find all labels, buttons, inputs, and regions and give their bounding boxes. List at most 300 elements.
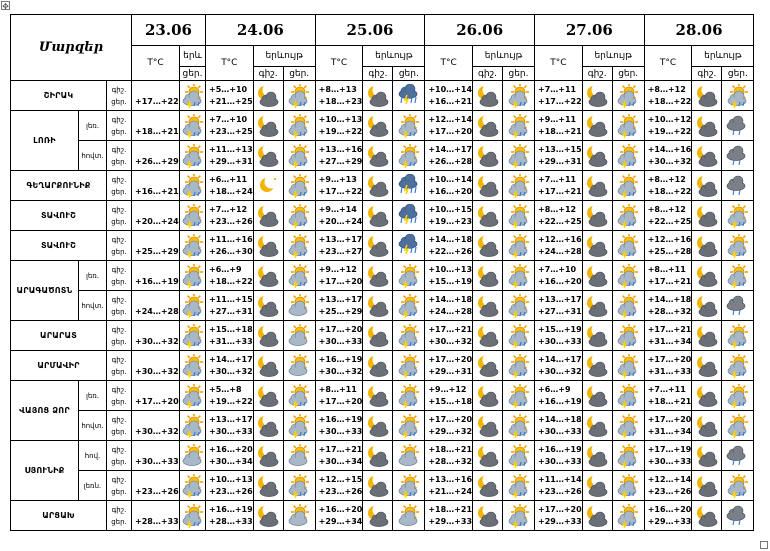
temperature-cell (425, 351, 473, 381)
night-temp: +6…+9 (538, 384, 571, 394)
sun-thunderstorm-icon (287, 144, 311, 168)
day-temp: +29…+33 (647, 516, 692, 526)
day-temp: +27…+31 (209, 306, 253, 316)
day-temp: +30…+34 (318, 456, 363, 466)
temperature-cell (425, 231, 473, 261)
day-temp: +16…+19 (135, 276, 179, 286)
moon-cloud-icon (256, 324, 280, 348)
sun-thunderstorm-icon (397, 264, 421, 288)
moon-cloud-icon (476, 444, 500, 468)
cloud-icon (726, 294, 750, 318)
moon-cloud-icon (695, 174, 719, 198)
temperature-cell (535, 441, 583, 471)
day-temp: +18…+24 (209, 186, 253, 196)
moon-cloud-icon (476, 384, 500, 408)
moon-cloud-icon (366, 84, 390, 108)
night-temp: +9…+12 (428, 384, 467, 394)
night-temp: +12…+14 (647, 474, 692, 484)
night-temp: +16…+20 (318, 504, 363, 514)
weather-icon-cell (473, 201, 503, 231)
temperature-cell (644, 321, 692, 351)
weather-icon-cell (582, 141, 612, 171)
phenomenon-header: երևույթ (582, 46, 644, 67)
temperature-cell (425, 261, 473, 291)
temperature-cell (644, 381, 692, 411)
moon-cloud-icon (256, 504, 280, 528)
day-temp: +30…+34 (209, 456, 253, 466)
temperature-cell (315, 351, 363, 381)
weather-icon-cell (393, 441, 425, 471)
sun-thunderstorm-icon (507, 474, 531, 498)
temperature-cell (315, 381, 363, 411)
temperature-cell (535, 321, 583, 351)
night-label: գիշ. (111, 205, 127, 214)
temperature-cell (206, 351, 254, 381)
day-temp: +30…+32 (538, 366, 582, 376)
sun-thunderstorm-icon (726, 414, 750, 438)
temperature-cell (315, 441, 363, 471)
sun-thunderstorm-icon (726, 474, 750, 498)
table-row (11, 351, 754, 381)
weather-icon-cell (503, 381, 535, 411)
night-day-label (107, 111, 132, 141)
weather-icon-cell (582, 81, 612, 111)
weather-icon-cell (722, 321, 754, 351)
night-temp: +13…+17 (318, 294, 363, 304)
day-temp: +23…+26 (209, 216, 253, 226)
weather-icon-cell (363, 501, 393, 531)
night-label: գիշ. (111, 505, 127, 514)
night-day-label (107, 81, 132, 111)
weather-icon-cell (503, 81, 535, 111)
sun-thunderstorm-icon (397, 324, 421, 348)
sun-cloud-icon (397, 444, 421, 468)
day-temp: +18…+22 (647, 186, 692, 196)
sun-cloud-icon (287, 354, 311, 378)
table-row (11, 321, 754, 351)
day-temp: +21…+25 (209, 96, 253, 106)
day-label: ցեր. (111, 367, 127, 376)
day-temp: +27…+29 (318, 156, 363, 166)
temperature-cell (315, 171, 363, 201)
day-subheader: ցեր. (283, 67, 315, 81)
night-temp: +13…+16 (318, 144, 363, 154)
temperature-cell (132, 231, 180, 261)
sun-thunderstorm-icon (726, 234, 750, 258)
cloud-icon (726, 444, 750, 468)
moon-cloud-icon (256, 114, 280, 138)
night-temp: +16…+19 (538, 444, 582, 454)
day-temp: +30…+33 (647, 456, 692, 466)
table-row (11, 141, 754, 171)
day-temp: +19…+22 (318, 126, 363, 136)
weather-icon-cell (612, 171, 644, 201)
day-temp: +30…+32 (647, 156, 692, 166)
temperature-cell (206, 441, 254, 471)
moon-cloud-icon (256, 234, 280, 258)
weather-icon-cell (253, 471, 283, 501)
weather-icon-cell (393, 501, 425, 531)
night-day-label (107, 201, 132, 231)
table-row (11, 171, 754, 201)
day-temp: +17…+22 (135, 96, 179, 106)
temperature-cell (535, 171, 583, 201)
night-temp: +7…+11 (538, 84, 577, 94)
sun-thunderstorm-icon (616, 264, 640, 288)
day-temp: +23…+26 (538, 486, 582, 496)
day-temp: +17…+20 (318, 396, 363, 406)
weather-icon-cell (283, 321, 315, 351)
temperature-cell (132, 261, 180, 291)
day-temp: +17…+20 (318, 276, 363, 286)
weather-icon-cell (253, 261, 283, 291)
weather-icon-cell (473, 351, 503, 381)
weather-icon-cell (363, 381, 393, 411)
sun-thunderstorm-icon (616, 414, 640, 438)
day-temp: +16…+20 (538, 276, 582, 286)
weather-icon-cell (363, 171, 393, 201)
night-temp: +11…+15 (209, 294, 253, 304)
day-temp: +23…+25 (209, 126, 253, 136)
day-temp: +15…+19 (428, 276, 473, 286)
weather-icon-cell (582, 381, 612, 411)
moon-cloud-icon (366, 174, 390, 198)
sun-thunderstorm-icon (507, 294, 531, 318)
temperature-cell (535, 501, 583, 531)
day-temp: +17…+22 (318, 186, 363, 196)
sun-thunderstorm-icon (397, 294, 421, 318)
weather-icon-cell (283, 261, 315, 291)
sun-thunderstorm-icon (616, 114, 640, 138)
night-temp: +16…+19 (209, 504, 253, 514)
night-day-label (107, 441, 132, 471)
day-label: ցեր. (111, 457, 127, 466)
temperature-cell (644, 411, 692, 441)
day-temp: +18…+22 (647, 96, 692, 106)
temperature-cell (206, 81, 254, 111)
moon-cloud-icon (476, 324, 500, 348)
weather-icon-cell (612, 291, 644, 321)
temperature-cell (644, 141, 692, 171)
weather-icon-cell (722, 81, 754, 111)
temperature-cell (315, 141, 363, 171)
night-temp: +8…+11 (647, 264, 686, 274)
sun-thunderstorm-icon (507, 84, 531, 108)
day-label: ցեր. (111, 277, 127, 286)
day-subheader: ցեր. (722, 67, 754, 81)
temperature-cell (535, 381, 583, 411)
day-temp: +31…+33 (209, 336, 253, 346)
day-label: ցեր. (111, 397, 127, 406)
day-temp: +30…+33 (538, 456, 582, 466)
day-temp: +30…+32 (135, 426, 179, 436)
cloud-icon (726, 144, 750, 168)
day-temp: +22…+25 (647, 216, 692, 226)
night-label: գիշ. (111, 355, 127, 364)
temperature-cell (644, 471, 692, 501)
moon-cloud-icon (256, 294, 280, 318)
night-temp: +17…+20 (428, 354, 473, 364)
night-temp: +10…+13 (428, 264, 473, 274)
sun-cloud-icon (287, 294, 311, 318)
weather-icon-cell (612, 141, 644, 171)
temperature-cell (425, 321, 473, 351)
moon-cloud-icon (695, 204, 719, 228)
temperature-cell (425, 111, 473, 141)
moon-cloud-icon (366, 354, 390, 378)
table-row (11, 441, 754, 471)
sun-thunderstorm-icon (616, 504, 640, 528)
sun-thunderstorm-icon (616, 324, 640, 348)
sun-thunderstorm-icon (507, 384, 531, 408)
temperature-cell (644, 231, 692, 261)
moon-cloud-icon (366, 414, 390, 438)
sun-thunderstorm-icon (181, 264, 205, 288)
weather-icon-cell (722, 141, 754, 171)
night-temp: +7…+12 (209, 204, 248, 214)
moon-cloud-icon (695, 354, 719, 378)
night-label: գիշ. (111, 85, 127, 94)
sun-thunderstorm-icon (181, 234, 205, 258)
date-header: 25.06 (315, 15, 425, 46)
table-row (11, 81, 754, 111)
sun-thunderstorm-icon (507, 144, 531, 168)
weather-icon-cell (692, 231, 722, 261)
weather-icon-cell (283, 381, 315, 411)
temperature-cell (206, 321, 254, 351)
weather-icon-cell (473, 171, 503, 201)
night-day-label (107, 261, 132, 291)
sun-thunderstorm-icon (726, 384, 750, 408)
day-temp: +30…+32 (318, 366, 363, 376)
temperature-cell (644, 261, 692, 291)
weather-icon-cell (722, 201, 754, 231)
moon-cloud-icon (695, 384, 719, 408)
night-day-label (107, 351, 132, 381)
sun-thunderstorm-icon (181, 114, 205, 138)
moon-cloud-icon (585, 324, 609, 348)
night-temp: +16…+19 (318, 414, 363, 424)
date-header: 24.06 (206, 15, 316, 46)
sun-thunderstorm-icon (397, 414, 421, 438)
region-name: ԱՐԱԳԱԾՈՏՆ (11, 261, 79, 321)
day-subheader: ցեր. (180, 67, 206, 81)
weather-icon-cell (180, 231, 206, 261)
table-move-handle[interactable]: ✥ (2, 2, 9, 11)
moon-cloud-icon (695, 84, 719, 108)
weather-icon-cell (363, 291, 393, 321)
weather-icon-cell (722, 411, 754, 441)
weather-icon-cell (612, 381, 644, 411)
weather-icon-cell (582, 261, 612, 291)
moon-cloud-icon (585, 84, 609, 108)
weather-icon-cell (503, 321, 535, 351)
weather-icon-cell (253, 81, 283, 111)
moon-cloud-icon (695, 234, 719, 258)
night-temp: +15…+19 (538, 324, 582, 334)
night-temp: +17…+20 (318, 324, 363, 334)
weather-icon-cell (722, 171, 754, 201)
night-temp: +10…+14 (428, 84, 473, 94)
moon-cloud-icon (476, 114, 500, 138)
weather-icon-cell (722, 231, 754, 261)
sun-thunderstorm-icon (287, 474, 311, 498)
weather-icon-cell (363, 471, 393, 501)
night-temp: +7…+10 (209, 114, 248, 124)
night-temp: +6…+9 (209, 264, 242, 274)
rain-storm-icon (397, 234, 421, 258)
night-temp: +16…+20 (647, 504, 692, 514)
moon-cloud-icon (695, 114, 719, 138)
temperature-cell (206, 141, 254, 171)
weather-icon-cell (363, 111, 393, 141)
temperature-cell (206, 501, 254, 531)
moon-cloud-icon (366, 474, 390, 498)
moon-cloud-icon (476, 234, 500, 258)
weather-icon-cell (612, 351, 644, 381)
moon-cloud-icon (476, 204, 500, 228)
weather-icon-cell (393, 381, 425, 411)
weather-icon-cell (283, 471, 315, 501)
temperature-cell (206, 291, 254, 321)
moon-cloud-icon (476, 354, 500, 378)
sun-thunderstorm-icon (287, 384, 311, 408)
temperature-cell (535, 261, 583, 291)
weather-icon-cell (180, 321, 206, 351)
moon-cloud-icon (585, 234, 609, 258)
weather-icon-cell (253, 201, 283, 231)
weather-icon-cell (612, 471, 644, 501)
temperature-cell (535, 351, 583, 381)
temperature-cell (315, 471, 363, 501)
night-temp: +8…+12 (538, 204, 577, 214)
sun-thunderstorm-icon (397, 144, 421, 168)
night-temp: +5…+8 (209, 384, 242, 394)
weather-icon-cell (612, 261, 644, 291)
temp-header: T°C (425, 46, 473, 81)
temperature-cell (425, 501, 473, 531)
moon-cloud-icon (585, 504, 609, 528)
weather-icon-cell (582, 201, 612, 231)
night-temp: +9…+12 (318, 264, 357, 274)
table-row (11, 261, 754, 291)
day-temp: +29…+34 (318, 516, 363, 526)
region-name: ՎԱՅՈՑ ՁՈՐ (11, 381, 79, 441)
region-subzone: հովտ. (79, 291, 107, 321)
night-temp: +7…+11 (538, 174, 577, 184)
weather-icon-cell (253, 291, 283, 321)
weather-icon-cell (393, 141, 425, 171)
day-temp: +23…+26 (135, 486, 179, 496)
temperature-cell (132, 411, 180, 441)
day-temp: +20…+24 (135, 216, 179, 226)
temperature-cell (206, 171, 254, 201)
night-label: գիշ. (111, 295, 127, 304)
temperature-cell (315, 81, 363, 111)
moon-cloud-icon (256, 144, 280, 168)
weather-icon-cell (393, 201, 425, 231)
temperature-cell (132, 201, 180, 231)
temperature-cell (644, 291, 692, 321)
night-temp: +10…+15 (428, 204, 473, 214)
sun-cloud-icon (287, 504, 311, 528)
region-name: ԱՐԱՐԱՏ (11, 321, 107, 351)
night-day-label (107, 291, 132, 321)
weather-icon-cell (692, 441, 722, 471)
sun-thunderstorm-icon (616, 444, 640, 468)
phenomenon-header: երևույթ (253, 46, 315, 67)
weather-icon-cell (393, 231, 425, 261)
weather-icon-cell (283, 441, 315, 471)
temperature-cell (132, 501, 180, 531)
day-temp: +30…+32 (135, 366, 179, 376)
temperature-cell (132, 351, 180, 381)
night-day-label (107, 411, 132, 441)
sun-thunderstorm-icon (616, 204, 640, 228)
weather-icon-cell (503, 471, 535, 501)
day-temp: +16…+20 (428, 186, 473, 196)
day-temp: +22…+25 (538, 216, 582, 226)
temperature-cell (315, 111, 363, 141)
night-temp: +14…+18 (647, 294, 692, 304)
day-temp: +28…+33 (135, 516, 179, 526)
weather-icon-cell (253, 501, 283, 531)
moon-cloud-icon (366, 234, 390, 258)
night-day-label (107, 141, 132, 171)
table-row (11, 381, 754, 411)
day-temp: +26…+30 (209, 246, 253, 256)
sun-thunderstorm-icon (181, 294, 205, 318)
temperature-cell (425, 471, 473, 501)
day-label: ցեր. (111, 157, 127, 166)
moon-cloud-icon (366, 324, 390, 348)
weather-icon-cell (582, 501, 612, 531)
weather-icon-cell (180, 261, 206, 291)
temperature-cell (132, 141, 180, 171)
weather-icon-cell (722, 471, 754, 501)
day-label: ցեր. (111, 307, 127, 316)
weather-icon-cell (722, 291, 754, 321)
weather-icon-cell (283, 111, 315, 141)
weather-icon-cell (473, 321, 503, 351)
moon-cloud-icon (256, 474, 280, 498)
day-temp: +29…+32 (428, 426, 473, 436)
temperature-cell (535, 291, 583, 321)
weather-icon-cell (253, 231, 283, 261)
night-temp: +8…+12 (647, 84, 686, 94)
sun-thunderstorm-icon (616, 174, 640, 198)
sun-thunderstorm-icon (507, 114, 531, 138)
night-label: գիշ. (111, 415, 127, 424)
table-resize-handle[interactable] (760, 541, 768, 549)
weather-icon-cell (612, 501, 644, 531)
night-day-label (107, 321, 132, 351)
day-label: ցեր. (111, 487, 127, 496)
weather-icon-cell (722, 501, 754, 531)
weather-icon-cell (180, 141, 206, 171)
day-temp: +29…+33 (428, 516, 473, 526)
weather-icon-cell (503, 231, 535, 261)
weather-icon-cell (393, 411, 425, 441)
moon-cloud-icon (476, 294, 500, 318)
day-temp: +17…+20 (428, 126, 473, 136)
night-temp: +16…+19 (318, 354, 363, 364)
region-subzone: լեռն. (79, 471, 107, 501)
weather-icon-cell (612, 411, 644, 441)
sun-thunderstorm-icon (287, 204, 311, 228)
moon-cloud-icon (476, 474, 500, 498)
weather-icon-cell (503, 141, 535, 171)
